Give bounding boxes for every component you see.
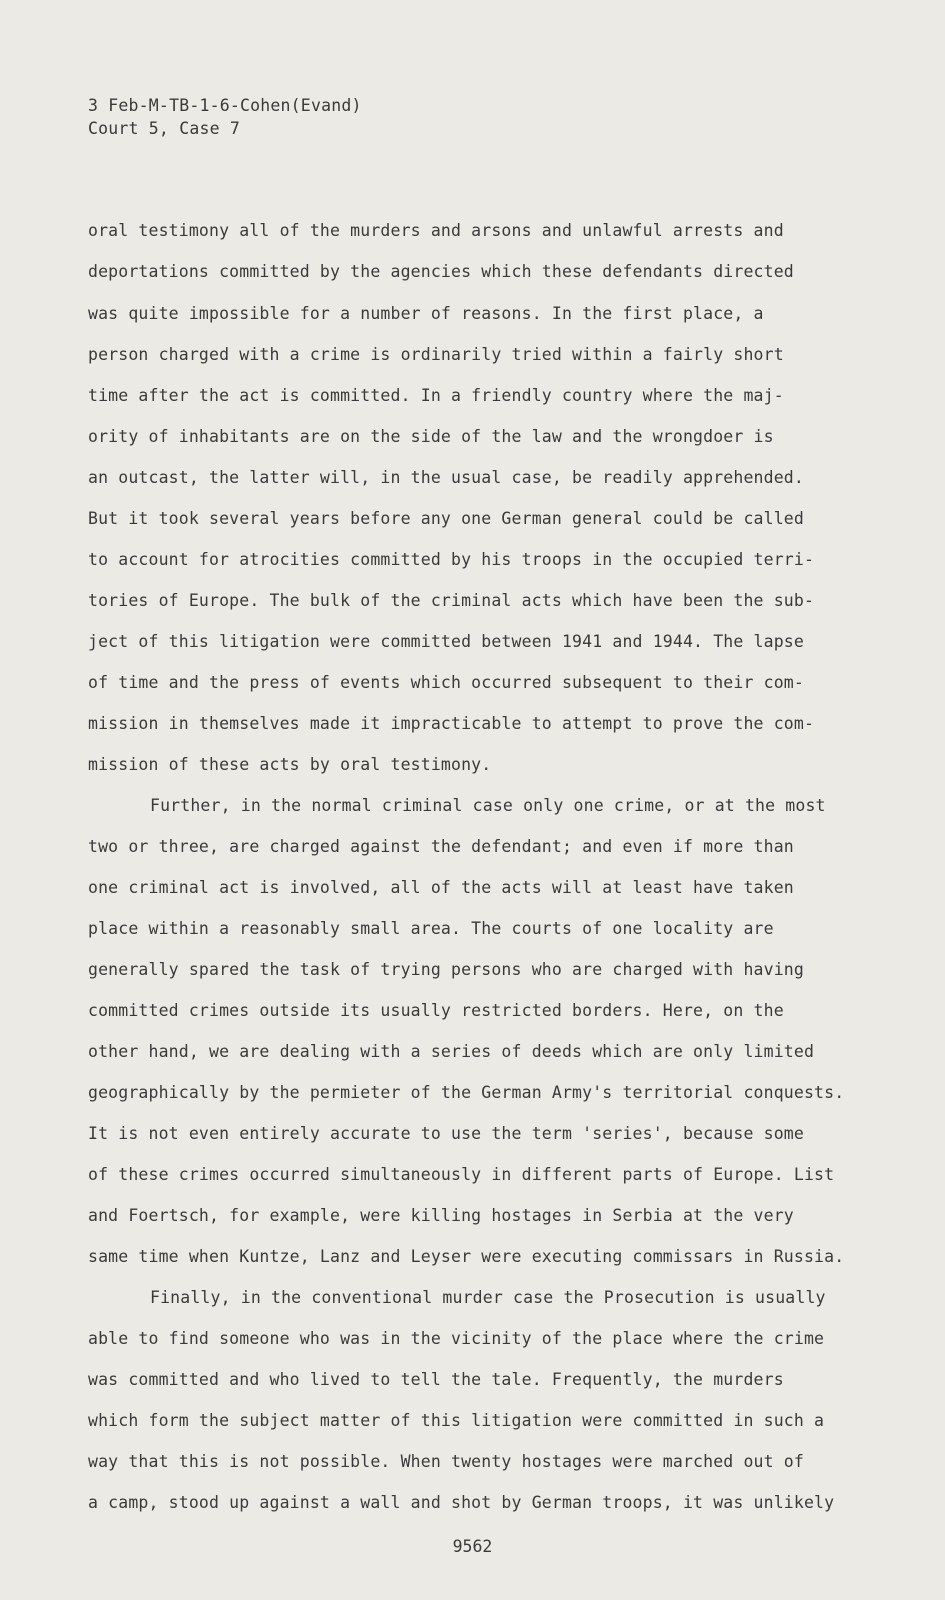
text-line: to account for atrocities committed by his troops in the occupied terri- bbox=[88, 550, 815, 569]
text-line: mission of these acts by oral testimony. bbox=[88, 755, 492, 774]
text-line: of these crimes occurred simultaneously in different parts of Europe. List bbox=[88, 1165, 835, 1184]
text-line: an outcast, the latter will, in the usual case, be readily apprehended. bbox=[88, 468, 804, 487]
text-line: and Foertsch, for example, were killing hostages in Serbia at the very bbox=[88, 1206, 794, 1225]
page-number: 9562 bbox=[452, 1537, 493, 1556]
text-line: a camp, stood up against a wall and shot by German troops, it was unlikely bbox=[88, 1493, 835, 1512]
text-line: generally spared the task of trying persons who are charged with having bbox=[88, 960, 804, 979]
text-line: geographically by the permieter of the German Army's territorial conquests. bbox=[88, 1083, 845, 1102]
text-line: deportations committed by the agencies which these defendants directed bbox=[88, 262, 794, 281]
header-reference: 3 Feb-M-TB-1-6-Cohen(Evand) bbox=[88, 96, 362, 115]
text-line: tories of Europe. The bulk of the criminal acts which have been the sub- bbox=[88, 591, 815, 610]
text-line: ject of this litigation were committed between 1941 and 1944. The lapse bbox=[88, 632, 804, 651]
document-header bbox=[88, 94, 362, 140]
text-line: But it took several years before any one German general could be called bbox=[88, 509, 804, 528]
text-line: way that this is not possible. When twenty hostages were marched out of bbox=[88, 1452, 804, 1471]
text-line: two or three, are charged against the defendant; and even if more than bbox=[88, 837, 794, 856]
header-court-case: Court 5, Case 7 bbox=[88, 119, 241, 138]
text-line: person charged with a crime is ordinarily tried within a fairly short bbox=[88, 345, 784, 364]
text-line: was quite impossible for a number of reasons. In the first place, a bbox=[88, 304, 764, 323]
text-line: which form the subject matter of this litigation were committed in such a bbox=[88, 1411, 825, 1430]
text-line: other hand, we are dealing with a series of deeds which are only limited bbox=[88, 1042, 815, 1061]
text-line: It is not even entirely accurate to use the term 'series', because some bbox=[88, 1124, 804, 1143]
paragraph-start-line: Further, in the normal criminal case only one crime, or at the most bbox=[150, 796, 826, 815]
text-line: mission in themselves made it impracticable to attempt to prove the com- bbox=[88, 714, 815, 733]
text-line: one criminal act is involved, all of the acts will at least have taken bbox=[88, 878, 794, 897]
paragraph-start-line: Finally, in the conventional murder case the Prosecution is usually bbox=[150, 1288, 826, 1307]
text-line: committed crimes outside its usually restricted borders. Here, on the bbox=[88, 1001, 784, 1020]
text-line: place within a reasonably small area. The courts of one locality are bbox=[88, 919, 774, 938]
text-line: of time and the press of events which occurred subsequent to their com- bbox=[88, 673, 804, 692]
text-line: same time when Kuntze, Lanz and Leyser were executing commissars in Russia. bbox=[88, 1247, 845, 1266]
text-line: oral testimony all of the murders and arsons and unlawful arrests and bbox=[88, 221, 784, 240]
text-line: able to find someone who was in the vicinity of the place where the crime bbox=[88, 1329, 825, 1348]
text-line: ority of inhabitants are on the side of the law and the wrongdoer is bbox=[88, 427, 774, 446]
text-line: was committed and who lived to tell the tale. Frequently, the murders bbox=[88, 1370, 784, 1389]
text-line: time after the act is committed. In a friendly country where the maj- bbox=[88, 386, 784, 405]
